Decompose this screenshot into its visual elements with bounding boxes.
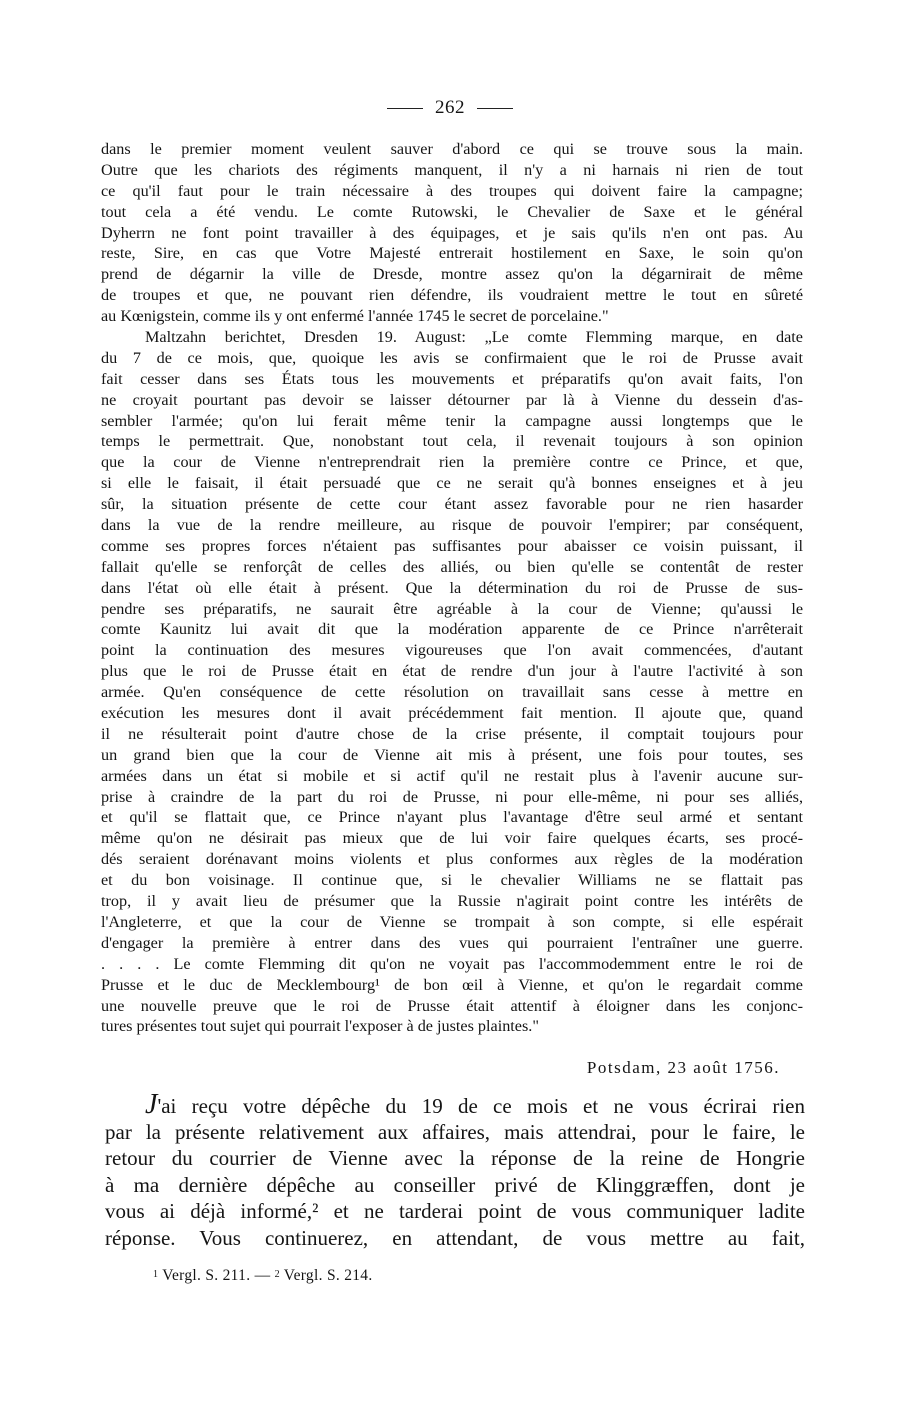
header-right-rule	[477, 108, 513, 109]
page-number: 262	[435, 97, 465, 118]
text-line: par la présente relativement aux affaires, mais attendrai, pour le faire, le	[105, 1119, 805, 1144]
text-line: Prusse et le duc de Mecklembourg¹ de bon œil à Vienne, et qu'on le regardait comme	[101, 975, 803, 994]
text-line: Outre que les chariots des régiments manquent, il n'y a ni harnais ni rien de tout	[101, 160, 803, 179]
text-line: trop, il y avait lieu de présumer que la Russie n'agirait point contre les intérêts de	[101, 892, 803, 911]
text-line: si elle le faisait, il était persuadé que ce ne serait qu'à bonnes enseignes et à jeu	[101, 474, 803, 493]
text-line: comme ses propres forces n'étaient pas suffisantes pour abaisser ce voisin puissant, il	[101, 536, 803, 555]
text-line: du 7 de ce mois, que, quoique les avis se confirmaient que le roi de Prusse avait	[101, 348, 803, 367]
text-line: que la cour de Vienne n'entreprendrait rien la première contre ce Prince, et que,	[101, 453, 803, 472]
text-line: fait cesser dans ses États tous les mouvements et préparatifs qu'on avait faits, l'on	[101, 369, 803, 388]
text-line: prend de dégarnir la ville de Dresde, montre assez qu'on la dégarnirait de même	[101, 265, 803, 284]
text-line: même qu'on ne désirait pas mieux que de lui voir faire quelques écarts, ses procé-	[101, 829, 803, 848]
text-line: pendre ses préparatifs, ne saurait être agréable à la cour de Vienne; qu'aussi le	[101, 599, 803, 618]
text-line: tures présentes tout sujet qui pourrait l'exposer à de justes plaintes."	[101, 1017, 539, 1036]
text-line: fallait qu'elle se renforçât de celles des alliés, ou bien qu'elle se contentât de rester	[101, 557, 803, 576]
text-line: de troupes et que, ne pouvant rien défendre, ils voudraient mettre le tout en sûreté	[101, 286, 803, 305]
text-line: dans la vue de la rendre meilleure, au risque de pouvoir l'empirer; par conséquent,	[101, 516, 803, 535]
text-line: exécution les mesures dont il avait précédemment fait mention. Il ajoute que, quand	[101, 704, 803, 723]
maltzahn-report-paragraph	[101, 327, 803, 1037]
continued-paragraph	[101, 139, 803, 327]
text-line: armées dans un état si mobile et si actif qu'il ne restait plus à l'avenir aucune sur-	[101, 766, 803, 785]
text-line: réponse. Vous continuerez, en attendant, de vous mettre au fait,	[105, 1225, 805, 1250]
text-line: à ma dernière dépêche au conseiller privé de Klinggræffen, dont je	[105, 1172, 805, 1197]
text-line: . . . . Le comte Flemming dit qu'on ne voyait pas l'accommodemment entre le roi de	[101, 954, 803, 973]
header-left-rule	[387, 108, 423, 109]
text-line: un grand bien que la cour de Vienne ait mis à présent, une fois pour toutes, ses	[101, 745, 803, 764]
text-line: ne croyait pourtant pas devoir se laisser détourner par là à Vienne du dessein d'as-	[101, 390, 803, 409]
footnote-1-text: Vergl. S. 211.	[162, 1267, 251, 1284]
footnote-separator: —	[254, 1267, 271, 1284]
text-line: armée. Qu'en conséquence de cette résolution on travaillait sans cesse à mettre en	[101, 683, 803, 702]
text-line: comte Kaunitz lui avait dit que la modération apparente de ce Prince n'arrêterait	[101, 620, 803, 639]
letter-dateline: Potsdam, 23 août 1756.	[586, 1058, 780, 1077]
text-line: Maltzahn berichtet, Dresden 19. August: „Le comte Flemming marque, en date	[145, 328, 803, 346]
text-line: point la continuation des mesures vigoureuses que l'on avait commencées, d'autant	[101, 641, 803, 660]
text-line: sûr, la situation présente de cette cour étant assez favorable pour ne rien hasarder	[101, 495, 803, 514]
text-line: une nouvelle preuve que le roi de Prusse était attentif à éloigner dans les conjonc-	[101, 996, 803, 1015]
footnote-2-text: Vergl. S. 214.	[283, 1267, 373, 1284]
text-line: vous ai déjà informé,² et ne tarderai point de vous communiquer ladite	[105, 1199, 805, 1224]
text-line: ce qu'il faut pour le train nécessaire à des troupes qui doivent faire la campagne;	[101, 181, 803, 200]
drop-cap: J	[145, 1089, 158, 1120]
letter-body	[105, 1089, 805, 1252]
text-line: dans le premier moment veulent sauver d'abord ce qui se trouve sous la main.	[101, 140, 803, 158]
text-line: tout cela a été vendu. Le comte Rutowski, le Chevalier de Saxe et le général	[101, 202, 803, 221]
text-line	[105, 1089, 805, 1120]
footnotes	[153, 1267, 373, 1285]
text-line: plus que le roi de Prusse était en état de rendre d'un jour à l'autre l'activité à son	[101, 662, 803, 681]
text-line: d'engager la première à entrer dans des vues qui pourraient l'entraîner une guerre.	[101, 933, 803, 952]
footnote-1-mark: 1	[153, 1269, 159, 1280]
text-line: au Kœnigstein, comme ils y ont enfermé l'année 1745 le secret de porcelaine."	[101, 307, 609, 326]
text-line: Dyherrn ne font point travailler à des équipages, et je sais qu'ils n'en ont pas. Au	[101, 223, 803, 242]
text-line: il ne résulterait point d'autre chose de la crise présente, il comptait toujours pour	[101, 724, 803, 743]
text-line: retour du courrier de Vienne avec la réponse de la reine de Hongrie	[105, 1146, 805, 1171]
text-line: et qu'il se flattait que, ce Prince n'ayant plus l'avantage d'être seul armé et sentant	[101, 808, 803, 827]
text-line: l'Angleterre, et que la cour de Vienne se trompait à son compte, si elle espérait	[101, 912, 803, 931]
page-header	[0, 97, 900, 119]
text-line: sembler l'armée; qu'on lui ferait même tenir la campagne aussi longtemps que le	[101, 411, 803, 430]
text-line: et du bon voisinage. Il continue que, si le chevalier Williams ne se flattait pas	[101, 871, 803, 890]
text-line: prise à craindre de la part du roi de Prusse, ni pour elle-même, ni pour ses alliés,	[101, 787, 803, 806]
text-line: dés seraient dorénavant moins violents et plus conformes aux règles de la modération	[101, 850, 803, 869]
footnote-2-mark: 2	[274, 1269, 280, 1280]
text-line: reste, Sire, en cas que Votre Majesté entrerait hostilement en Saxe, le soin qu'on	[101, 244, 803, 263]
text-line: temps le permettrait. Que, nonobstant tout cela, il revenait toujours à son opinion	[101, 432, 803, 451]
text-line: dans l'état où elle était à présent. Que la détermination du roi de Prusse de sus-	[101, 578, 803, 597]
letter-first-line-text: 'ai reçu votre dépêche du 19 de ce mois et ne vous écrirai rien	[157, 1094, 805, 1118]
